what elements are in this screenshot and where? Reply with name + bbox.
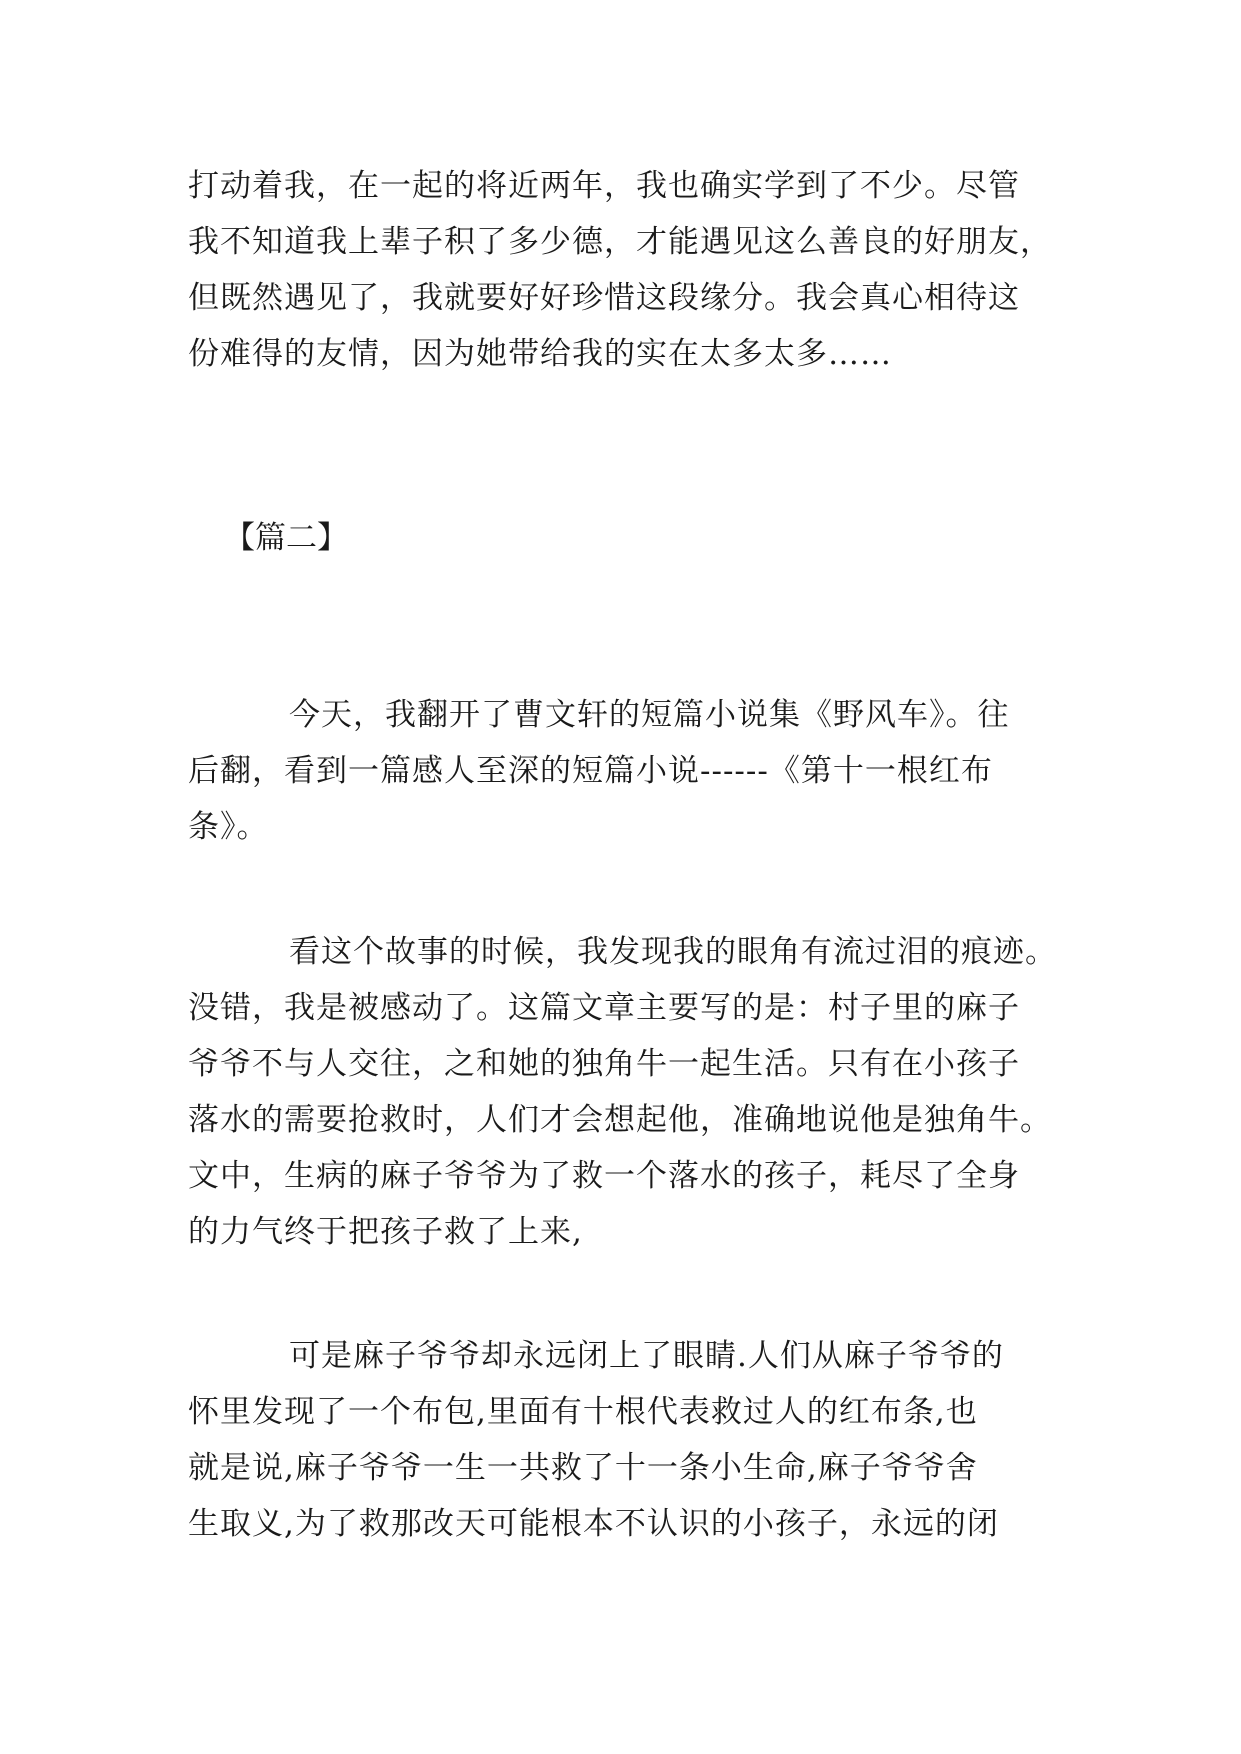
text-line: 打动着我，在一起的将近两年，我也确实学到了不少。尽管 [188, 168, 1020, 204]
text-line: 但既然遇见了，我就要好好珍惜这段缘分。我会真心相待这 [188, 280, 1020, 316]
text-line: 爷爷不与人交往，之和她的独角牛一起生活。只有在小孩子 [188, 1046, 1020, 1082]
text-line: 文中，生病的麻子爷爷为了救一个落水的孩子，耗尽了全身 [188, 1158, 1020, 1194]
text-line: 怀里发现了一个布包,里面有十根代表救过人的红布条,也 [188, 1394, 978, 1430]
paragraph-friendship-ending [188, 158, 1060, 382]
text-line: 今天，我翻开了曹文轩的短篇小说集《野风车》。往 [289, 697, 1010, 733]
text-line: 没错，我是被感动了。这篇文章主要写的是：村子里的麻子 [188, 990, 1020, 1026]
text-line: 看这个故事的时候，我发现我的眼角有流过泪的痕迹。 [289, 934, 1057, 970]
section-heading: 【篇二】 [224, 520, 348, 556]
text-line: 就是说,麻子爷爷一生一共救了十一条小生命,麻子爷爷舍 [188, 1450, 978, 1486]
text-line: 后翻，看到一篇感人至深的短篇小说------《第十一根红布 [188, 753, 993, 789]
paragraph-intro [188, 687, 1060, 855]
paragraph-conclusion [188, 1328, 1060, 1552]
text-line: 份难得的友情，因为她带给我的实在太多太多…… [188, 336, 892, 372]
text-line: 落水的需要抢救时，人们才会想起他，准确地说他是独角牛。 [188, 1102, 1052, 1138]
paragraph-summary [188, 924, 1060, 1260]
text-line: 条》。 [188, 809, 269, 845]
text-line: 生取义,为了救那改天可能根本不认识的小孩子，永远的闭 [188, 1506, 999, 1542]
text-line: 的力气终于把孩子救了上来, [188, 1214, 583, 1250]
text-line: 我不知道我上辈子积了多少德，才能遇见这么善良的好朋友， [188, 224, 1052, 260]
text-line: 可是麻子爷爷却永远闭上了眼睛.人们从麻子爷爷的 [289, 1338, 1004, 1374]
